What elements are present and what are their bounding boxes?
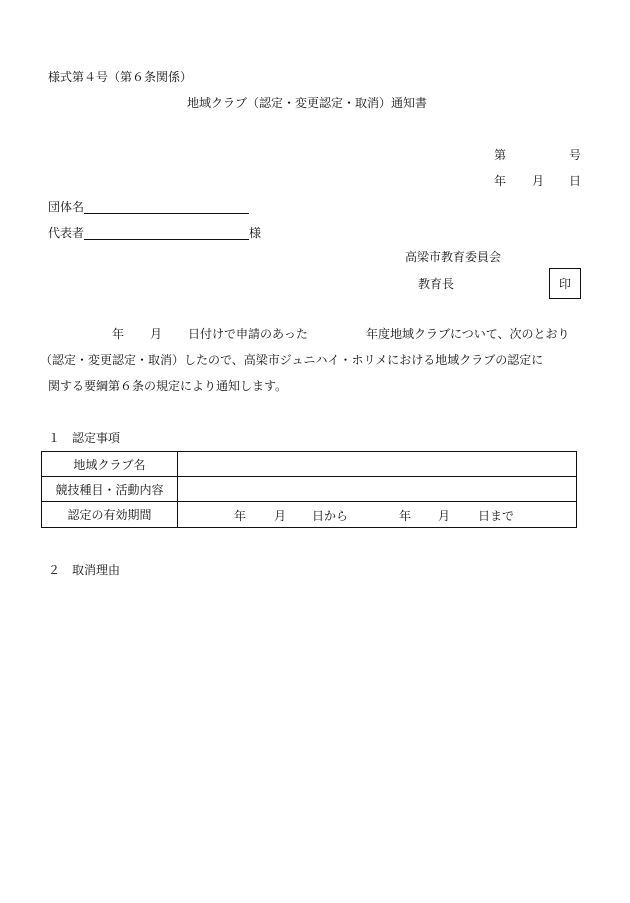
body-line-3: 関する要綱第６条の規定により通知します。 bbox=[48, 379, 288, 393]
rep-name-blank[interactable] bbox=[84, 227, 249, 240]
date-day: 日 bbox=[569, 174, 582, 188]
date-month: 月 bbox=[532, 174, 545, 188]
section2-heading: ２ 取消理由 bbox=[48, 563, 121, 577]
club-name-cell[interactable] bbox=[178, 452, 577, 477]
period-end-year: 年 bbox=[399, 509, 412, 523]
period-start-year: 年 bbox=[234, 509, 247, 523]
table-row bbox=[42, 477, 577, 502]
period-start-month: 月 bbox=[274, 509, 287, 523]
document-title: 地域クラブ（認定・変更認定・取消）通知書 bbox=[187, 96, 428, 110]
rep-label: 代表者 bbox=[48, 226, 85, 240]
period-end-day: 日まで bbox=[478, 509, 515, 523]
section1-heading: １ 認定事項 bbox=[48, 431, 121, 445]
validity-period bbox=[178, 502, 576, 527]
issuer-title: 教育長 bbox=[418, 277, 455, 291]
body-month: 月 bbox=[150, 327, 163, 341]
certification-table bbox=[41, 451, 577, 528]
period-end-month: 月 bbox=[438, 509, 451, 523]
period-cell[interactable] bbox=[178, 502, 577, 528]
seal-box bbox=[549, 268, 581, 299]
honorific: 様 bbox=[249, 226, 262, 240]
recipient-org bbox=[48, 200, 249, 214]
body-day-text: 日付けで申請のあった bbox=[188, 327, 308, 341]
form-number: 様式第４号（第６条関係） bbox=[48, 70, 193, 84]
org-label: 団体名 bbox=[48, 200, 85, 214]
activity-cell[interactable] bbox=[178, 477, 577, 502]
recipient-rep bbox=[48, 226, 261, 240]
doc-number-suffix: 号 bbox=[569, 148, 582, 162]
row-label-period: 認定の有効期間 bbox=[42, 502, 178, 528]
body-fiscal-year-text: 年度地域クラブについて、次のとおり bbox=[366, 327, 570, 341]
period-start-day: 日から bbox=[312, 509, 349, 523]
seal-mark: 印 bbox=[558, 277, 571, 291]
row-label-club-name: 地域クラブ名 bbox=[42, 452, 178, 477]
date-year: 年 bbox=[494, 174, 507, 188]
row-label-activity: 競技種目・活動内容 bbox=[42, 477, 178, 502]
table-row bbox=[42, 502, 577, 528]
body-year: 年 bbox=[112, 327, 125, 341]
org-name-blank[interactable] bbox=[84, 201, 249, 214]
table-row bbox=[42, 452, 577, 477]
issuer-org: 高梁市教育委員会 bbox=[405, 250, 502, 264]
body-line-2: （認定・変更認定・取消）したので、高梁市ジュニハイ・ホリメにおける地域クラブの認定に bbox=[40, 353, 544, 367]
doc-number-prefix: 第 bbox=[494, 148, 507, 162]
